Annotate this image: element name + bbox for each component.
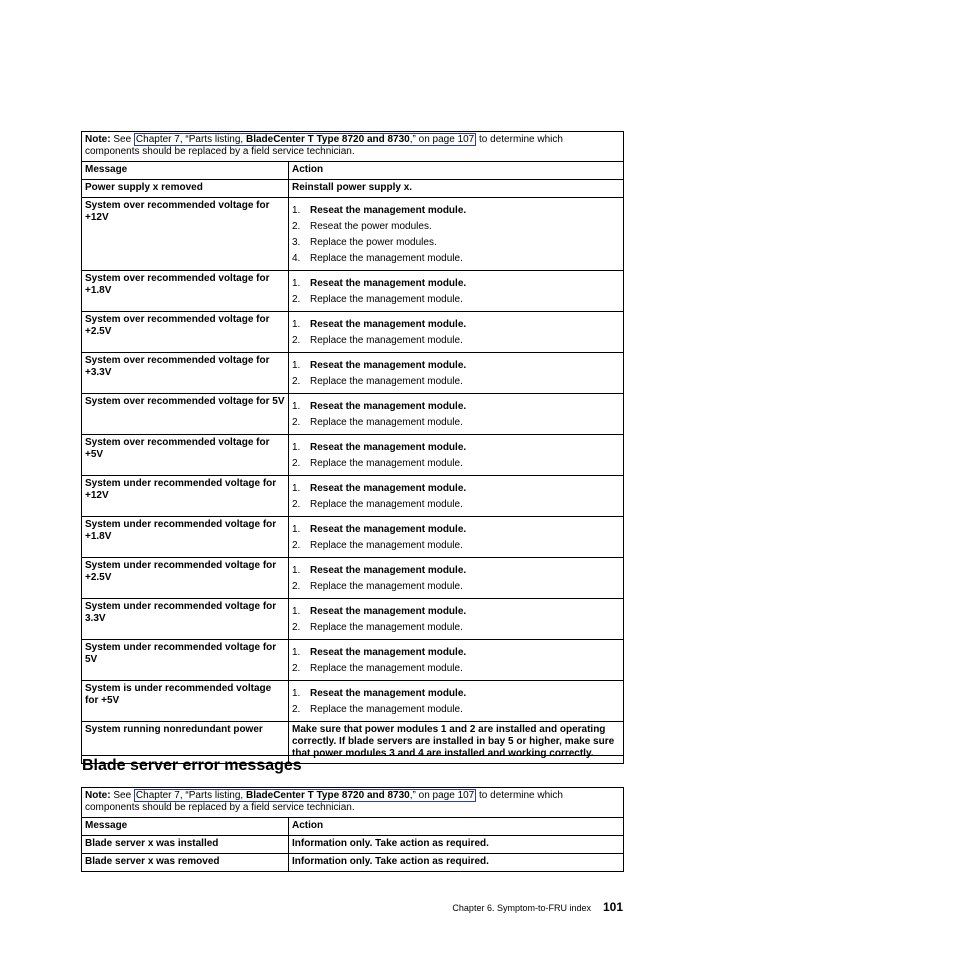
note-row bbox=[82, 132, 624, 162]
message-cell: System under recommended voltage for +12V bbox=[82, 476, 289, 517]
section-rule bbox=[81, 755, 623, 756]
header-message: Message bbox=[82, 818, 289, 836]
action-cell: Reinstall power supply x. bbox=[289, 180, 624, 198]
step-number: 1. bbox=[292, 205, 301, 216]
step-number: 2. bbox=[292, 417, 301, 428]
message-cell: System is under recommended voltage for +5V bbox=[82, 681, 289, 722]
step-number: 1. bbox=[292, 565, 301, 576]
action-steps bbox=[292, 276, 620, 308]
step-text: Reseat the management module. bbox=[310, 205, 467, 216]
step-number: 1. bbox=[292, 688, 301, 699]
action-step bbox=[292, 497, 620, 513]
xref-tail: ,” on page 107 bbox=[409, 134, 475, 145]
action-steps bbox=[292, 399, 620, 431]
table-row bbox=[82, 836, 624, 854]
step-text: Reseat the power modules. bbox=[310, 221, 432, 232]
step-text: Replace the management module. bbox=[310, 663, 463, 674]
message-cell: System over recommended voltage for +2.5V bbox=[82, 312, 289, 353]
action-step bbox=[292, 563, 620, 579]
step-text: Reseat the management module. bbox=[310, 483, 467, 494]
action-step bbox=[292, 702, 620, 718]
action-steps bbox=[292, 522, 620, 554]
step-number: 2. bbox=[292, 622, 301, 633]
action-steps bbox=[292, 481, 620, 513]
action-cell bbox=[289, 640, 624, 681]
step-text: Replace the management module. bbox=[310, 704, 463, 715]
table-row bbox=[82, 353, 624, 394]
action-cell bbox=[289, 353, 624, 394]
xref-bold: BladeCenter T Type 8720 and 8730 bbox=[245, 790, 410, 801]
message-cell: System under recommended voltage for +1.8V bbox=[82, 517, 289, 558]
step-number: 1. bbox=[292, 319, 301, 330]
note-post: to determine which components should be replaced by a field service technician. bbox=[85, 134, 563, 157]
step-number: 2. bbox=[292, 499, 301, 510]
table-header-row bbox=[82, 162, 624, 180]
step-text: Replace the management module. bbox=[310, 458, 463, 469]
action-cell: Information only. Take action as required. bbox=[289, 836, 624, 854]
header-action: Action bbox=[289, 162, 624, 180]
chapter-7-link[interactable] bbox=[134, 133, 476, 146]
header-message: Message bbox=[82, 162, 289, 180]
action-steps bbox=[292, 686, 620, 718]
message-cell: Blade server x was installed bbox=[82, 836, 289, 854]
step-number: 1. bbox=[292, 360, 301, 371]
table-row bbox=[82, 476, 624, 517]
action-cell bbox=[289, 271, 624, 312]
table-row bbox=[82, 180, 624, 198]
message-cell: System over recommended voltage for +3.3V bbox=[82, 353, 289, 394]
action-step bbox=[292, 661, 620, 677]
step-text: Reseat the management module. bbox=[310, 401, 467, 412]
action-steps bbox=[292, 203, 620, 267]
action-cell bbox=[289, 681, 624, 722]
step-number: 2. bbox=[292, 540, 301, 551]
step-number: 1. bbox=[292, 401, 301, 412]
action-step bbox=[292, 399, 620, 415]
step-number: 2. bbox=[292, 376, 301, 387]
action-steps bbox=[292, 317, 620, 349]
step-number: 2. bbox=[292, 704, 301, 715]
action-cell bbox=[289, 435, 624, 476]
step-number: 4. bbox=[292, 253, 301, 264]
table-header-row bbox=[82, 818, 624, 836]
voltage-error-table bbox=[81, 131, 624, 764]
step-number: 3. bbox=[292, 237, 301, 248]
action-step bbox=[292, 235, 620, 251]
table-row bbox=[82, 271, 624, 312]
action-steps bbox=[292, 358, 620, 390]
note-row bbox=[82, 788, 624, 818]
action-step bbox=[292, 456, 620, 472]
action-step bbox=[292, 440, 620, 456]
step-number: 1. bbox=[292, 606, 301, 617]
action-cell bbox=[289, 394, 624, 435]
step-text: Reseat the management module. bbox=[310, 688, 467, 699]
message-cell: System under recommended voltage for 5V bbox=[82, 640, 289, 681]
step-number: 1. bbox=[292, 278, 301, 289]
message-cell: System running nonredundant power bbox=[82, 722, 289, 764]
step-number: 1. bbox=[292, 483, 301, 494]
xref-bold: BladeCenter T Type 8720 and 8730 bbox=[245, 134, 410, 145]
action-cell bbox=[289, 476, 624, 517]
xref-chapter: Chapter 7, “Parts listing, bbox=[135, 790, 244, 801]
message-cell: System under recommended voltage for +2.5V bbox=[82, 558, 289, 599]
message-cell: System over recommended voltage for +12V bbox=[82, 198, 289, 271]
action-cell bbox=[289, 517, 624, 558]
action-cell: Make sure that power modules 1 and 2 are installed and operating correctly. If blade servers are installed in bay 5 or higher, make sure that power modules 3 and 4 are installed and working correctly. bbox=[289, 722, 624, 764]
table-row bbox=[82, 394, 624, 435]
action-cell bbox=[289, 198, 624, 271]
action-step bbox=[292, 481, 620, 497]
note-label: Note: bbox=[85, 134, 111, 145]
action-step bbox=[292, 686, 620, 702]
section-title: Blade server error messages bbox=[82, 757, 302, 774]
action-step bbox=[292, 276, 620, 292]
action-step bbox=[292, 251, 620, 267]
action-step bbox=[292, 358, 620, 374]
step-text: Reseat the management module. bbox=[310, 524, 467, 535]
action-step bbox=[292, 620, 620, 636]
step-text: Replace the management module. bbox=[310, 294, 463, 305]
table-row bbox=[82, 312, 624, 353]
step-text: Reseat the management module. bbox=[310, 606, 467, 617]
xref-tail: ,” on page 107 bbox=[409, 790, 475, 801]
step-number: 2. bbox=[292, 458, 301, 469]
step-text: Replace the power modules. bbox=[310, 237, 437, 248]
message-cell: System over recommended voltage for +5V bbox=[82, 435, 289, 476]
table-row bbox=[82, 198, 624, 271]
action-step bbox=[292, 415, 620, 431]
table-row bbox=[82, 435, 624, 476]
table-row bbox=[82, 640, 624, 681]
action-steps bbox=[292, 563, 620, 595]
action-step bbox=[292, 292, 620, 308]
note-post: to determine which components should be replaced by a field service technician. bbox=[85, 790, 563, 813]
action-step bbox=[292, 317, 620, 333]
action-step bbox=[292, 645, 620, 661]
action-cell bbox=[289, 312, 624, 353]
note-pre: See bbox=[113, 134, 132, 145]
step-text: Reseat the management module. bbox=[310, 565, 467, 576]
step-number: 2. bbox=[292, 663, 301, 674]
step-text: Replace the management module. bbox=[310, 499, 463, 510]
blade-server-error-table bbox=[81, 787, 624, 872]
action-steps bbox=[292, 645, 620, 677]
header-action: Action bbox=[289, 818, 624, 836]
page-footer bbox=[452, 900, 623, 914]
action-step bbox=[292, 219, 620, 235]
page-number: 101 bbox=[602, 900, 623, 914]
table-row bbox=[82, 681, 624, 722]
note-label: Note: bbox=[85, 790, 111, 801]
message-cell: System under recommended voltage for 3.3V bbox=[82, 599, 289, 640]
action-step bbox=[292, 604, 620, 620]
message-cell: System over recommended voltage for +1.8V bbox=[82, 271, 289, 312]
step-number: 2. bbox=[292, 294, 301, 305]
table-row bbox=[82, 517, 624, 558]
action-step bbox=[292, 203, 620, 219]
step-text: Reseat the management module. bbox=[310, 360, 467, 371]
step-number: 1. bbox=[292, 442, 301, 453]
table-row bbox=[82, 854, 624, 872]
message-cell: System over recommended voltage for 5V bbox=[82, 394, 289, 435]
step-text: Reseat the management module. bbox=[310, 278, 467, 289]
xref-chapter: Chapter 7, “Parts listing, bbox=[135, 134, 244, 145]
step-text: Replace the management module. bbox=[310, 376, 463, 387]
step-text: Reseat the management module. bbox=[310, 442, 467, 453]
step-text: Reseat the management module. bbox=[310, 319, 467, 330]
step-number: 2. bbox=[292, 221, 301, 232]
step-text: Replace the management module. bbox=[310, 253, 463, 264]
step-text: Replace the management module. bbox=[310, 581, 463, 592]
step-number: 2. bbox=[292, 581, 301, 592]
action-cell bbox=[289, 599, 624, 640]
table-row bbox=[82, 558, 624, 599]
action-steps bbox=[292, 604, 620, 636]
action-step bbox=[292, 579, 620, 595]
step-number: 1. bbox=[292, 524, 301, 535]
action-step bbox=[292, 374, 620, 390]
message-cell: Blade server x was removed bbox=[82, 854, 289, 872]
chapter-7-link[interactable] bbox=[134, 789, 476, 802]
note-pre: See bbox=[113, 790, 132, 801]
message-cell: Power supply x removed bbox=[82, 180, 289, 198]
action-step bbox=[292, 333, 620, 349]
action-step bbox=[292, 522, 620, 538]
step-number: 1. bbox=[292, 647, 301, 658]
step-text: Replace the management module. bbox=[310, 417, 463, 428]
step-number: 2. bbox=[292, 335, 301, 346]
action-step bbox=[292, 538, 620, 554]
footer-chapter: Chapter 6. Symptom-to-FRU index bbox=[452, 903, 591, 913]
note-cell bbox=[82, 788, 624, 818]
table-row bbox=[82, 599, 624, 640]
step-text: Replace the management module. bbox=[310, 540, 463, 551]
step-text: Reseat the management module. bbox=[310, 647, 467, 658]
action-cell: Information only. Take action as required. bbox=[289, 854, 624, 872]
action-steps bbox=[292, 440, 620, 472]
action-cell bbox=[289, 558, 624, 599]
step-text: Replace the management module. bbox=[310, 335, 463, 346]
step-text: Replace the management module. bbox=[310, 622, 463, 633]
note-cell bbox=[82, 132, 624, 162]
